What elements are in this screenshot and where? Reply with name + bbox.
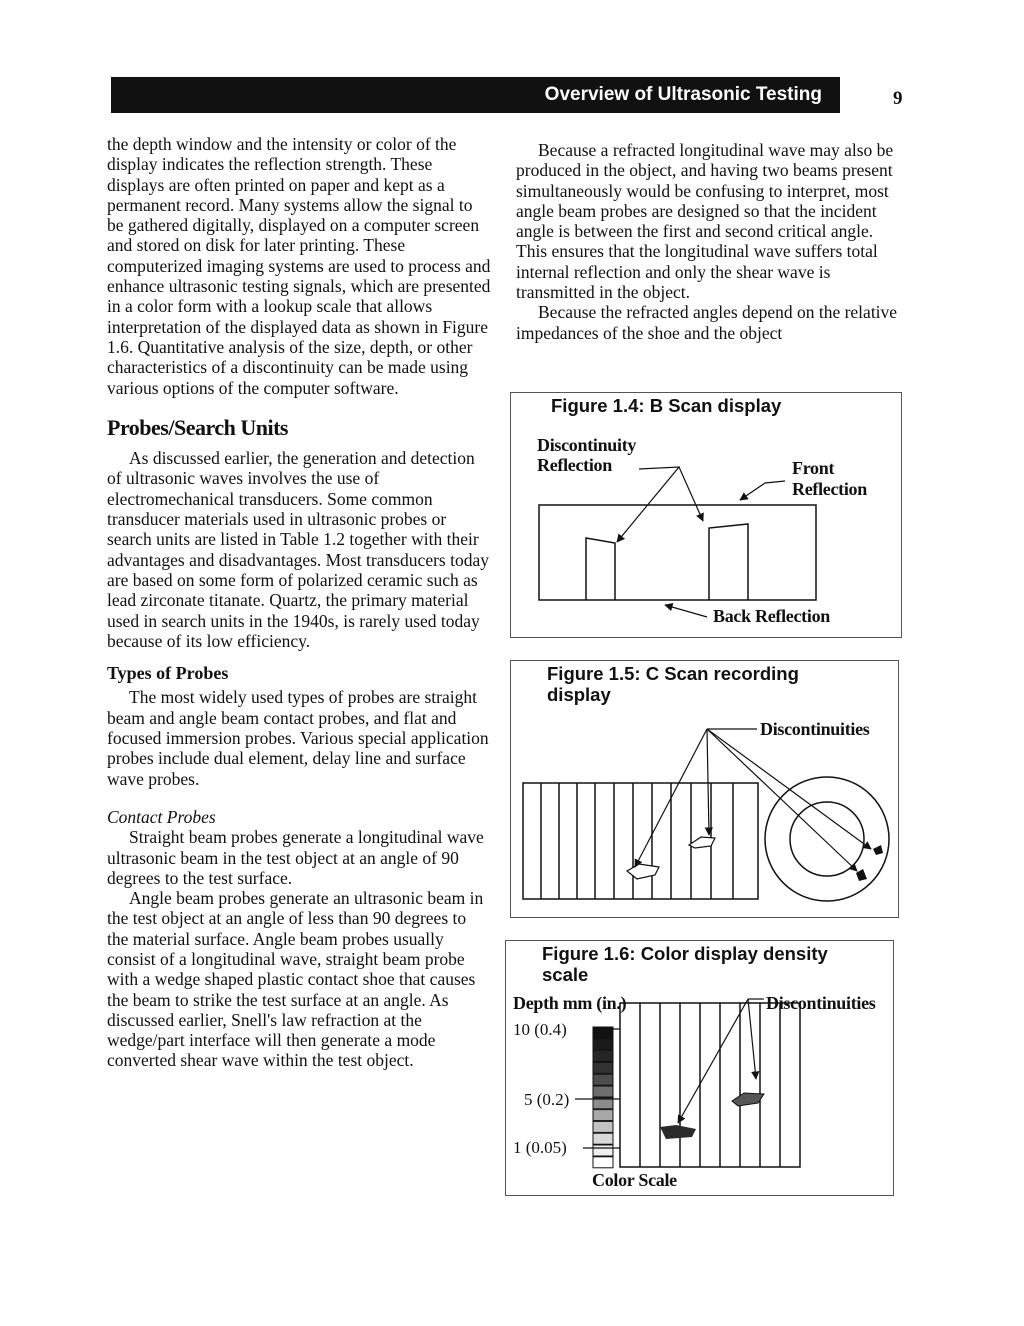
label-front: Front [792,458,835,478]
left-paragraph-5: Angle beam probes generate an ultrasonic beam in the test object at an angle of less than 90 degrees to the material surface. Angle beam probes usually consist of a longitudinal wave, straight beam probe with a wedge shaped plastic contact shoe that causes the beam to strike the test surface at an angle. As discussed earlier, Snell's law refraction at the wedge/part interface will then generate a mode converted shear wave within the test object. [107,888,484,1071]
b-scan-echo-right [709,524,748,600]
left-paragraph-2: As discussed earlier, the generation and detection of ultrasonic waves involves the use of electromechanical transducers. Some common transducer materials used in ultrasonic probes or search units are listed in Table 1.2 together with their advantages and disadvantages. Most transducers today are based on some form of polarized ceramic such as lead zirconate titanate. Quartz, the primary material used in search units in the 1940s, is rarely used today because of its low efficiency. [107,448,489,651]
label-discontinuities: Discontinuities [760,719,870,739]
figure-1-6-title-line1: Figure 1.6: Color display density [542,943,828,964]
heading-types-of-probes: Types of Probes [107,663,229,684]
right-paragraph-1: Because a refracted longitudinal wave may also be produced in the object, and having two beams present simultaneously would be confusing to interpret, most angle beam probes are designed so that the incident angle is between the first and second critical angle. This ensures that the longitudinal wave suffers total internal reflection and only the shear wave is transmitted in the object. [516,140,894,303]
front-reflection-arrow [740,481,785,500]
figure-1-6-title-line2: scale [542,964,589,985]
disc-arrow-2 [707,729,709,835]
tick-label-5: 5 (0.2) [524,1090,570,1109]
heading-contact-probes: Contact Probes [107,806,216,827]
color-scale-swatch [593,1039,613,1050]
c-scan-flaw-3 [873,845,883,855]
discontinuity-arrow-2 [679,467,703,521]
figure-1-4-title: Figure 1.4: B Scan display [551,395,782,416]
color-scale-swatch [593,1110,613,1121]
c-scan-outer-circle [765,777,889,901]
figure-1-5-title-line1: Figure 1.5: C Scan recording [547,663,799,684]
figure-1-6-color-scale [505,940,894,1196]
color-scale-swatch [593,1157,613,1168]
left-paragraph-1: the depth window and the intensity or color of the display indicates the reflection strength. These displays are often printed on paper and kept as a permanent record. Many systems allow the signal to be gathered digitally, displayed on a computer screen and stored on disk for later printing. These computerized imaging systems are used to process and enhance ultrasonic testing signals, which are presented in a color form with a lookup scale that allows interpretation of the displayed data as shown in Figure 1.6. Quantitative analysis of the size, depth, or other characteristics of a discontinuity can be made using various options of the computer software. [107,134,491,398]
label-front-reflection: Reflection [792,479,867,499]
running-header-title: Overview of Ultrasonic Testing [544,84,822,105]
color-scale-swatch [593,1145,613,1156]
b-scan-diagram [511,393,901,637]
back-reflection-arrow [665,605,707,617]
right-paragraph-2: Because the refracted angles depend on the relative impedances of the shoe and the object [516,302,898,343]
b-scan-frame [539,505,816,600]
label-discontinuity-reflection: Reflection [537,455,612,475]
label-discontinuity: Discontinuity [537,435,637,455]
c-scan-flaw-1 [627,864,659,879]
color-display-grid [620,1003,800,1167]
color-scale-swatch [593,1133,613,1144]
header-bar [111,77,840,113]
label-discontinuities-16: Discontinuities [766,993,876,1013]
label-back-reflection: Back Reflection [713,606,830,626]
left-column [107,134,491,1071]
label-depth: Depth mm (in.) [513,993,627,1013]
disc-arrow-4 [707,729,857,871]
color-scale-swatch [593,1062,613,1073]
page-number: 9 [893,88,903,109]
color-flaw-1 [660,1125,696,1139]
figure-1-4-b-scan [510,392,902,638]
color-flaw-2 [732,1093,764,1106]
right-column [516,140,900,343]
label-color-scale: Color Scale [592,1170,677,1190]
c-scan-grid [523,783,758,899]
disc-arrow-3 [707,729,871,849]
heading-probes-search-units: Probes/Search Units [107,414,288,440]
tick-label-1: 1 (0.05) [513,1138,567,1157]
color-scale-swatch [593,1051,613,1062]
color-scale-swatch [593,1121,613,1132]
left-paragraph-3: The most widely used types of probes are straight beam and angle beam contact probes, and flat and focused immersion probes. Various special application probes include dual element, delay line and surface wave probes. [107,687,489,789]
c-scan-flaw-4 [856,869,867,881]
color-scale-swatch [593,1086,613,1097]
c-scan-inner-circle [790,802,864,876]
figure-1-5-title-line2: display [547,684,611,705]
figure-1-5-c-scan [510,660,899,918]
color-scale-swatches [593,1027,613,1168]
color-scale-swatch [593,1074,613,1085]
tick-label-10: 10 (0.4) [513,1020,567,1039]
c-scan-flaw-2 [689,837,715,848]
left-paragraph-4: Straight beam probes generate a longitudinal wave ultrasonic beam in the test object at an angle of 90 degrees to the test surface. [107,827,484,888]
b-scan-echo-left [586,538,615,600]
color-disc-arrow-2 [748,999,756,1079]
